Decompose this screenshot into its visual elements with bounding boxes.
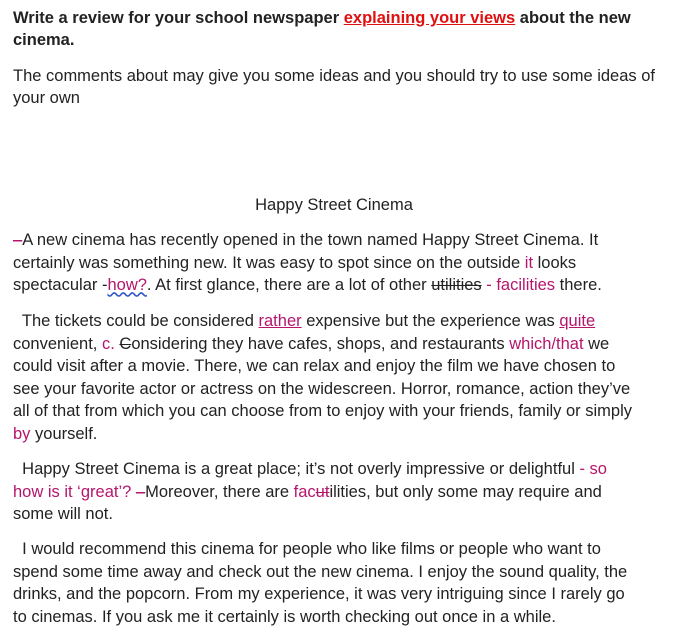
text: Moreover, there are: [145, 482, 294, 501]
highlight-quite: quite: [559, 312, 596, 330]
text: spectacular -: [13, 276, 108, 295]
task-prompt: [13, 7, 663, 51]
text: could visit after a movie. There, we can relax and enjoy the film we have chosen to: [13, 357, 616, 376]
prompt-text: Write a review for your school newspaper: [13, 9, 344, 27]
instructions: The comments about may give you some ideas and you should try to use some ideas of your own: [13, 67, 656, 107]
text: see your favorite actor or actress on the widescreen. Horror, romance, action they’ve: [13, 379, 631, 398]
comment-how: how?: [107, 276, 147, 295]
correction-fac: fac: [293, 482, 316, 501]
text: all of that from which you can choose from to enjoy with your friends, family or simply: [13, 402, 632, 421]
text: spend some time away and check out the new cinema. I enjoy the sound quality, the: [13, 562, 628, 581]
comment-how-great: how is it ‘great’?: [13, 482, 136, 501]
deletion-mark: –: [13, 231, 23, 249]
text: Happy Street Cinema is a great place; it’s not overly impressive or delightful: [13, 460, 580, 478]
text: expensive but the experience was: [301, 312, 560, 330]
text: certainly was something new. It was easy to spot since on the outside: [13, 253, 525, 272]
correction-by: by: [13, 424, 31, 443]
text: The tickets could be considered: [13, 312, 259, 330]
text: onsidering they have cafes, shops, and restaurants: [131, 334, 510, 353]
text: . At first glance, there are a lot of other: [146, 276, 432, 295]
paragraph-3: [13, 458, 668, 526]
correction-facilities: - facilities: [481, 276, 556, 295]
prompt-link[interactable]: explaining your views: [343, 9, 516, 27]
text: drinks, and the popcorn. From my experience, it was very intriguing since I rarely go: [13, 585, 625, 604]
text: ilities, but only some may require and: [329, 482, 602, 501]
text: some will not.: [13, 505, 113, 524]
strikethrough-dash: –: [135, 482, 146, 501]
strikethrough-ut: ut: [315, 482, 330, 501]
text: yourself.: [30, 424, 98, 443]
text: I would recommend this cinema for people who like films or people who want to: [13, 540, 601, 558]
paragraph-2: [13, 310, 668, 446]
text: convenient,: [13, 334, 102, 353]
comment-so: - so: [579, 460, 607, 478]
review-title: Happy Street Cinema: [255, 196, 413, 214]
paragraph-1: [13, 229, 668, 297]
correction-it: it: [524, 253, 534, 272]
paragraph-4: [13, 538, 668, 628]
text: we: [583, 334, 610, 353]
text: there.: [555, 276, 602, 295]
correction-which-that: which/that: [509, 334, 584, 353]
prompt-text-end: about the new cinema.: [13, 9, 631, 49]
text: to cinemas. If you ask me it certainly is worth checking out once in a while.: [13, 607, 556, 626]
highlight-rather: rather: [258, 312, 302, 330]
correction-c: c.: [101, 334, 120, 353]
text: looks: [533, 253, 577, 272]
strikethrough-utilities: utilities: [431, 276, 482, 295]
strikethrough-c: C: [119, 334, 132, 353]
text: A new cinema has recently opened in the town named Happy Street Cinema. It: [22, 231, 599, 249]
